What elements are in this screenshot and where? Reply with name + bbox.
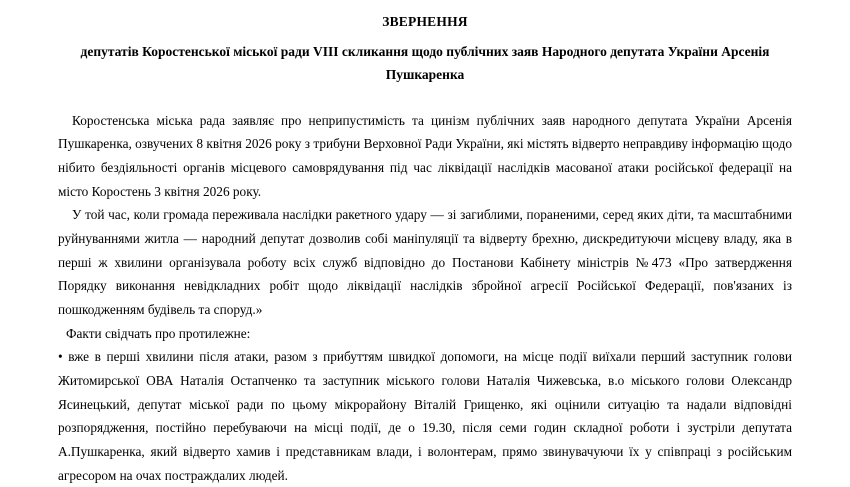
paragraph-3: Факти свідчать про протилежне: bbox=[66, 325, 251, 341]
paragraph-1: Коростенська міська рада заявляє про неприпустимість та цинізм публічних заяв народного депутата України Арсенія Пушкаренка, озвучених 8 квітня 2026 року з трибуни Верховної Ради України, які містять відверто неправдиву інформацію щодо нібито бездіяльності органів місцевого самоврядування під час ліквідації наслідків масованої атаки російської федерації на місто Коростень 3 квітня 2026 року. bbox=[58, 112, 792, 199]
paragraph-4: • вже в перші хвилини після атаки, разом з прибуттям швидкої допомоги, на місце події виїхали перший заступник голови Житомирської ОВА Наталія Остапченко та заступник міського голови Наталія Чижевська, в.о міського голови Олександр Ясинецький, депутат міської ради по цьому мікрорайону Віталій Грищенко, які оцінили ситуацію та надали відповідні розпорядження, постійно перебуваючи на місці події, де о 19.30, після семи годин складної роботи і зустріли депутата А.Пушкаренка, який відверто хамив і представникам влади, і волонтерам, прямо звинувачуючи їх у співпраці з російським агресором на очах постраждалих людей. bbox=[58, 349, 792, 483]
document-body bbox=[58, 109, 792, 487]
paragraph-2: У той час, коли громада переживала наслідки ракетного удару — зі загиблими, пораненими, серед яких діти, та масштабними руйнуваннями житла — народний депутат дозволив собі маніпуляції та відверту брехню, дискредитуючи місцеву владу, яка в перші ж хвилини організувала роботу всіх служб відповідно до Постанови Кабінету міністрів №473 «Про затвердження Порядку виконання невідкладних робіт щодо ліквідації наслідків збройної агресії Російської Федерації, пов'язаних із пошкодженням будівель та споруд.» bbox=[58, 207, 792, 318]
document-title: ЗВЕРНЕННЯ bbox=[382, 14, 468, 29]
document-subtitle: депутатів Коростенської міської ради VIII скликання щодо публічних заяв Народного депутата України Арсенія Пушкаренка bbox=[80, 43, 770, 83]
document-header bbox=[58, 12, 792, 87]
